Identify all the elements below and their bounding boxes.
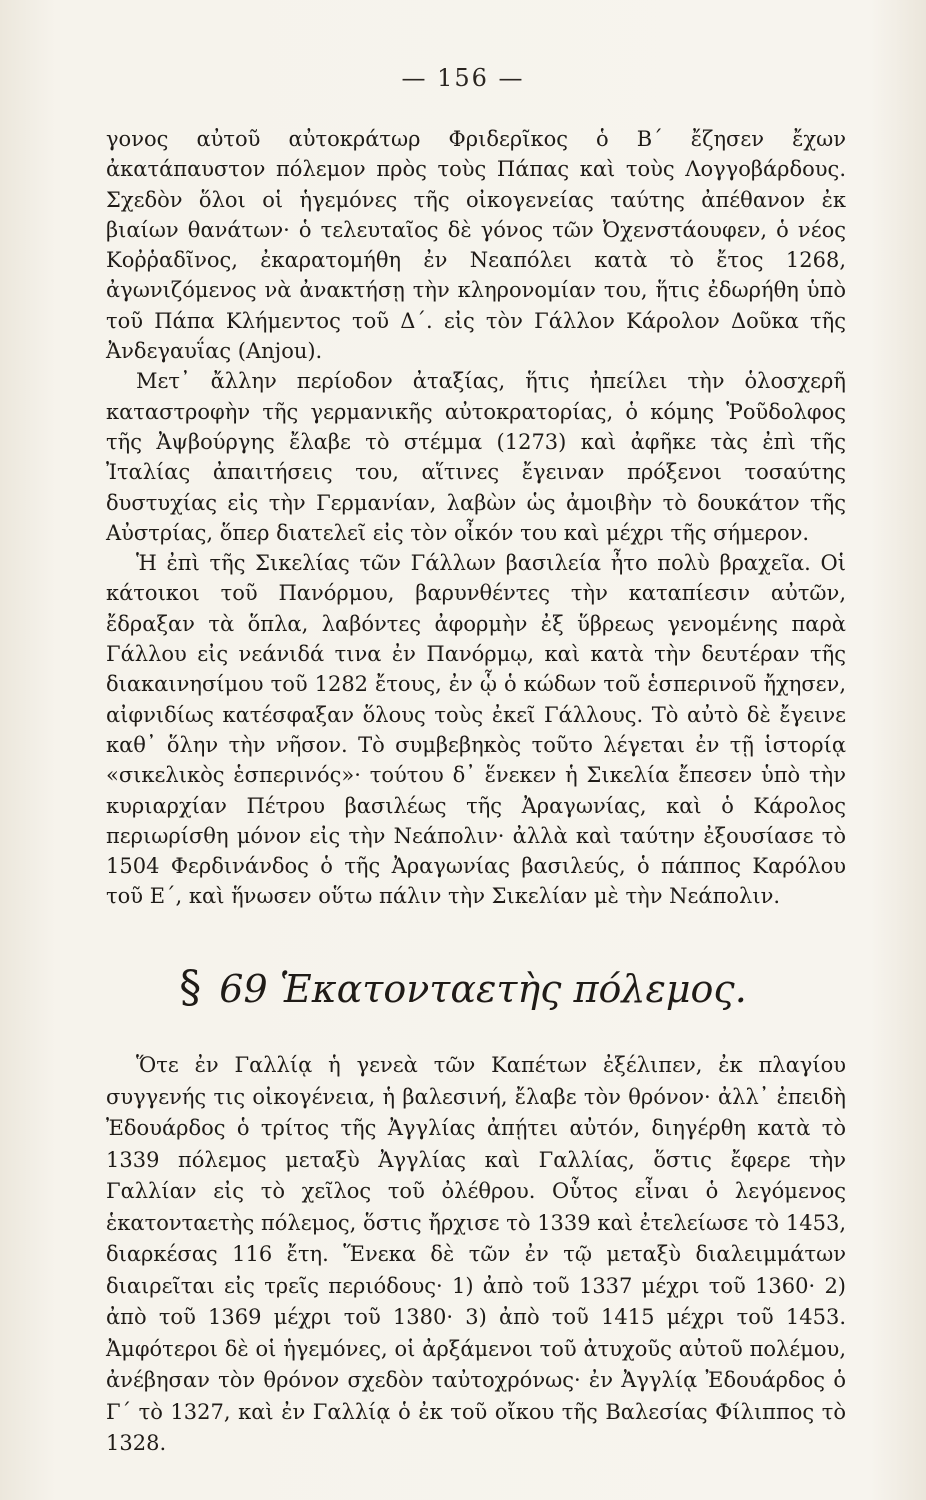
- paragraph-sicilian-vespers: Ἡ ἐπὶ τῆς Σικελίας τῶν Γάλλων βασιλεία ἦτο πολὺ βραχεῖα. Οἱ κάτοικοι τοῦ Πανόρμου, βαρυνθέντες τὴν καταπίεσιν αὐτῶν, ἔδραξαν τὰ ὅπλα, λαβόντες ἀφορμὴν ἐξ ὕβρεως γενομένης παρὰ Γάλλου εἰς νεάνιδά τινα ἐν Πανόρμῳ, καὶ κατὰ τὴν δευτέραν τῆς διακαινησίμου τοῦ 1282 ἔτους, ἐν ᾧ ὁ κώδων τοῦ ἑσπερινοῦ ἤχησεν, αἰφνιδίως κατέσφαξαν ὅλους τοὺς ἐκεῖ Γάλλους. Τὸ αὐτὸ δὲ ἔγεινε καθ᾽ ὅλην τὴν νῆσον. Τὸ συμβεβηκὸς τοῦτο λέγεται ἐν τῇ ἱστορίᾳ «σικελικὸς ἑσπερινός»· τούτου δ᾽ ἕνεκεν ἡ Σικελία ἔπεσεν ὑπὸ τὴν κυριαρχίαν Πέτρου βασιλέως τῆς Ἀραγωνίας, καὶ ὁ Κάρολος περιωρίσθη μόνον εἰς τὴν Νεάπολιν· ἀλλὰ καὶ ταύτην ἐξουσίασε τὸ 1504 Φερδινάνδος ὁ τῆς Ἀραγωνίας βασιλεύς, ὁ πάππος Καρόλου τοῦ Ε΄, καὶ ἥνωσεν οὕτω πάλιν τὴν Σικελίαν μὲ τὴν Νεάπολιν.: [106, 551, 846, 909]
- paragraph-continuation: γονος αὐτοῦ αὐτοκράτωρ Φριδερῖκος ὁ Β΄ ἔζησεν ἔχων ἀκατάπαυστον πόλεμον πρὸς τοὺς Πάπας καὶ τοὺς Λογγοβάρδους. Σχεδὸν ὅλοι οἱ ἡγεμόνες τῆς οἰκογενείας ταύτης ἀπέθανον ἐκ βιαίων θανάτων· ὁ τελευταῖος δὲ γόνος τῶν Ὀχενστάουφεν, ὁ νέος Κοῤῥαδῖνος, ἐκαρατομήθη ἐν Νεαπόλει κατὰ τὸ ἔτος 1268, ἀγωνιζόμενος νὰ ἀνακτήσῃ τὴν κληρονομίαν του, ἥτις ἐδωρήθη ὑπὸ τοῦ Πάπα Κλήμεντος τοῦ Δ΄. εἰς τὸν Γάλλον Κάρολον Δοῦκα τῆς Ἀνδεγαυΐας (Anjou).: [106, 127, 846, 364]
- body-text-top: [106, 124, 846, 912]
- paragraph-rudolf: Μετ᾽ ἄλλην περίοδον ἀταξίας, ἥτις ἠπείλει τὴν ὁλοσχερῆ καταστροφὴν τῆς γερμανικῆς αὐτοκρατορίας, ὁ κόμης Ῥοῦδολφος τῆς Ἀψβούργης ἔλαβε τὸ στέμμα (1273) καὶ ἀφῆκε τὰς ἐπὶ τῆς Ἰταλίας ἀπαιτήσεις του, αἵτινες ἔγειναν πρόξενοι τοσαύτης δυστυχίας εἰς τὴν Γερμανίαν, λαβὼν ὡς ἀμοιβὴν τὸ δουκάτον τῆς Αὐστρίας, ὅπερ διατελεῖ εἰς τὸν οἶκόν του καὶ μέχρι τῆς σήμερον.: [106, 369, 846, 545]
- body-text-bottom: [106, 1050, 846, 1460]
- page-number: — 156 —: [401, 64, 525, 92]
- paragraph-hundred-years-war: Ὅτε ἐν Γαλλίᾳ ἡ γενεὰ τῶν Καπέτων ἐξέλιπεν, ἐκ πλαγίου συγγενής τις οἰκογένεια, ἡ βαλεσινή, ἔλαβε τὸν θρόνον· ἀλλ᾽ ἐπειδὴ Ἐδουάρδος ὁ τρίτος τῆς Ἀγγλίας ἀπῄτει αὐτόν, διηγέρθη κατὰ τὸ 1339 πόλεμος μεταξὺ Ἀγγλίας καὶ Γαλλίας, ὅστις ἔφερε τὴν Γαλλίαν εἰς τὸ χεῖλος τοῦ ὀλέθρου. Οὗτος εἶναι ὁ λεγόμενος ἑκατονταετὴς πόλεμος, ὅστις ἤρχισε τὸ 1339 καὶ ἐτελείωσε τὸ 1453, διαρκέσας 116 ἔτη. Ἕνεκα δὲ τῶν ἐν τῷ μεταξὺ διαλειμμάτων διαιρεῖται εἰς τρεῖς περιόδους· 1) ἀπὸ τοῦ 1337 μέχρι τοῦ 1360· 2) ἀπὸ τοῦ 1369 μέχρι τοῦ 1380· 3) ἀπὸ τοῦ 1415 μέχρι τοῦ 1453. Ἀμφότεροι δὲ οἱ ἡγεμόνες, οἱ ἀρξάμενοι τοῦ ἀτυχοῦς αὐτοῦ πολέμου, ἀνέβησαν τὸν θρόνον σχεδὸν ταὐτοχρόνως· ἐν Ἀγγλίᾳ Ἐδουάρδος ὁ Γ΄ τὸ 1327, καὶ ἐν Γαλλίᾳ ὁ ἐκ τοῦ οἴκου τῆς Βαλεσίας Φίλιππος τὸ 1328.: [106, 1053, 846, 1455]
- section-title: Ἑκατονταετὴς πόλεμος.: [279, 967, 747, 1011]
- section-number: 69: [219, 967, 268, 1011]
- section-symbol: §: [179, 962, 202, 1013]
- section-heading: [0, 962, 926, 1013]
